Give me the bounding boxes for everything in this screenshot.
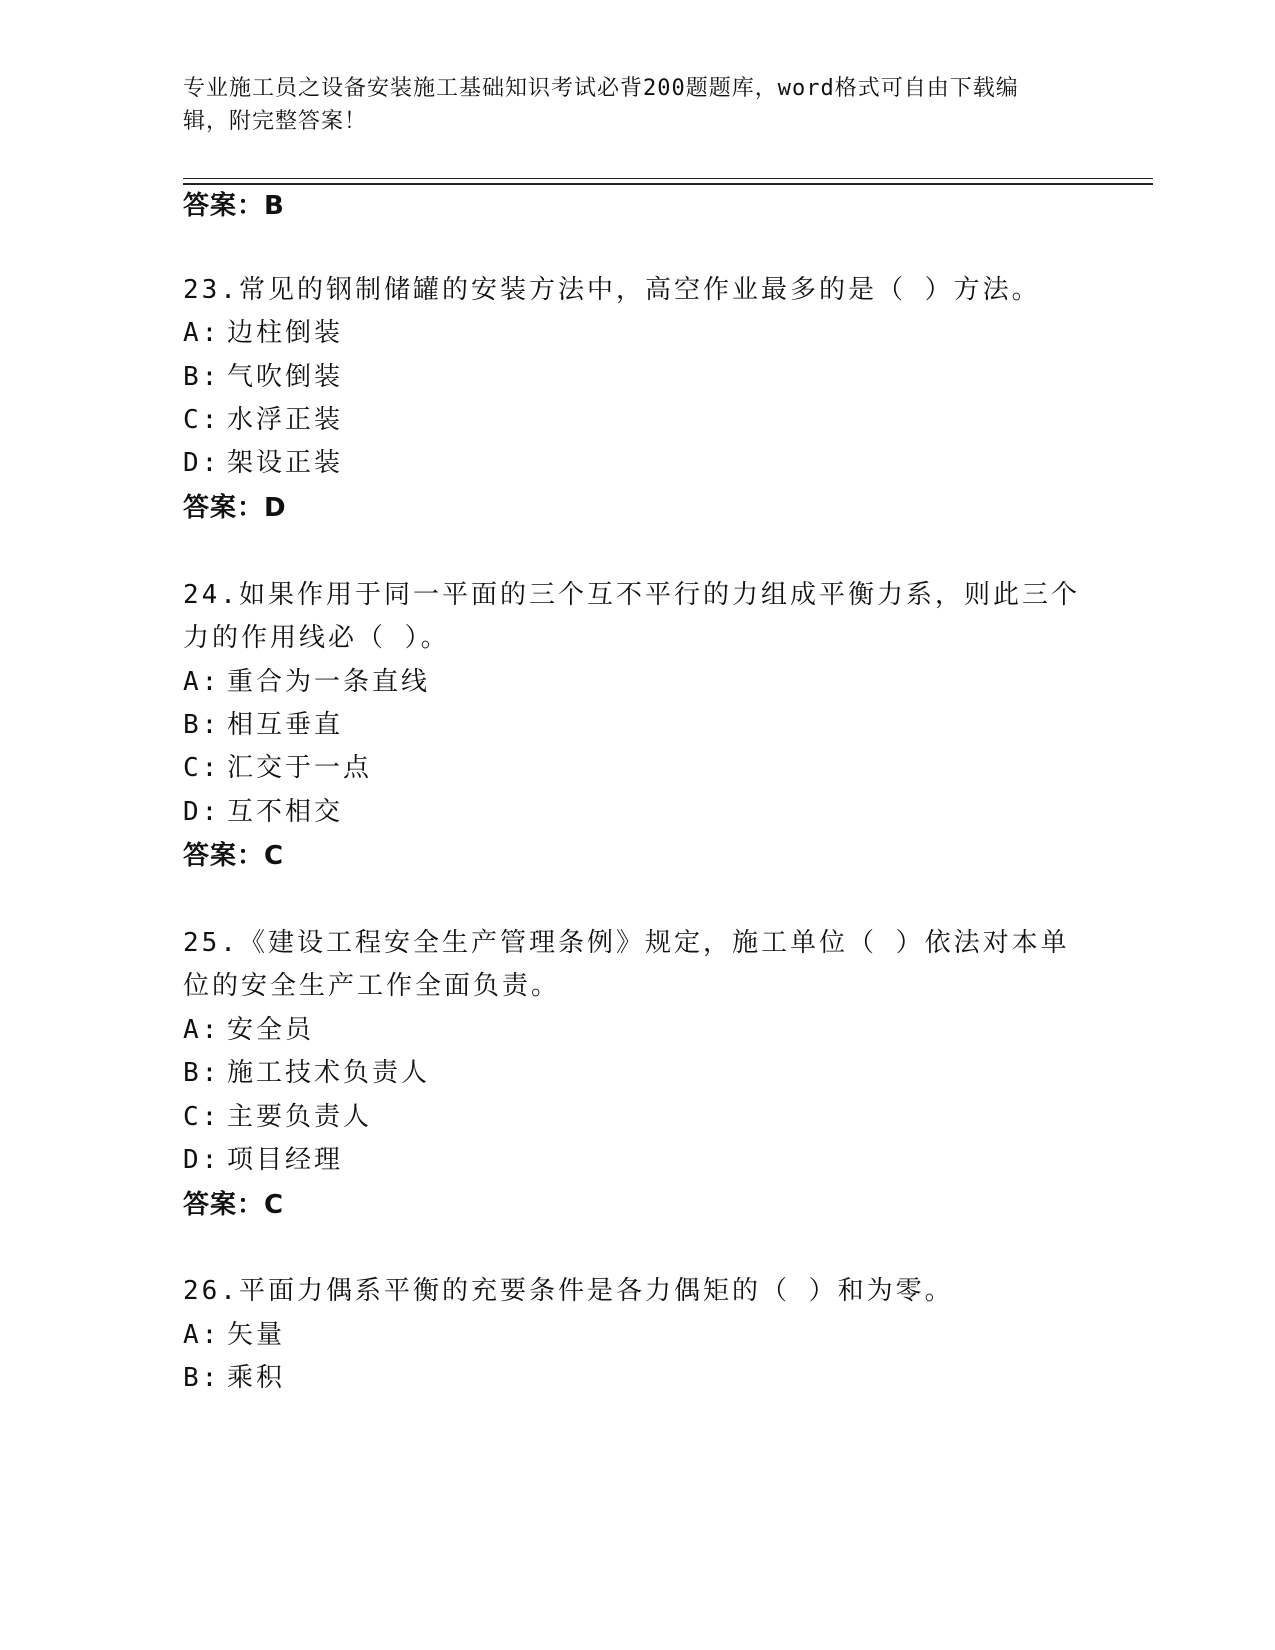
- option-key: A:: [183, 1015, 221, 1045]
- option-text: 架设正装: [227, 448, 344, 478]
- option-c-24: [183, 750, 372, 786]
- document-header: 专业施工员之设备安装施工基础知识考试必背200题题库，word格式可自由下载编辑，附完整答案！: [183, 76, 1019, 134]
- answer-line-24: 答案：C: [183, 841, 285, 871]
- header-rule-thick: [183, 183, 1153, 185]
- option-a-26: [183, 1317, 285, 1353]
- option-text: 边柱倒装: [227, 318, 344, 348]
- answer-line-25: 答案：C: [183, 1190, 285, 1220]
- header-rule-thin: [183, 178, 1153, 179]
- question-stem-25-line1: 25.《建设工程安全生产管理条例》规定，施工单位（ ）依法对本单: [183, 928, 1070, 958]
- option-a-25: [183, 1012, 314, 1048]
- option-text: 主要负责人: [227, 1102, 373, 1132]
- option-text: 施工技术负责人: [227, 1058, 431, 1088]
- question-stem-25-line2: 位的安全生产工作全面负责。: [183, 971, 561, 1001]
- option-key: B:: [183, 710, 221, 740]
- option-text: 重合为一条直线: [227, 667, 431, 697]
- option-key: A:: [183, 667, 221, 697]
- question-stem-24-line2: 力的作用线必（ ）。: [183, 623, 450, 653]
- question-stem-24-line1: 24.如果作用于同一平面的三个互不平行的力组成平衡力系，则此三个: [183, 580, 1080, 610]
- option-b-23: [183, 359, 343, 395]
- option-text: 乘积: [227, 1363, 286, 1393]
- option-c-23: [183, 402, 343, 438]
- option-d-25: [183, 1142, 343, 1178]
- option-key: B:: [183, 362, 221, 392]
- option-d-24: [183, 794, 343, 830]
- option-key: B:: [183, 1058, 221, 1088]
- option-text: 互不相交: [227, 797, 344, 827]
- option-a-23: [183, 315, 343, 351]
- option-key: D:: [183, 448, 221, 478]
- option-key: B:: [183, 1363, 221, 1393]
- option-text: 项目经理: [227, 1145, 344, 1175]
- option-b-26: [183, 1360, 285, 1396]
- option-c-25: [183, 1099, 372, 1135]
- option-b-25: [183, 1055, 430, 1091]
- option-key: C:: [183, 1102, 221, 1132]
- option-key: C:: [183, 753, 221, 783]
- answer-line: 答案：B: [183, 191, 285, 221]
- answer-line-23: 答案：D: [183, 493, 287, 523]
- option-text: 矢量: [227, 1320, 286, 1350]
- option-key: C:: [183, 405, 221, 435]
- option-text: 水浮正装: [227, 405, 344, 435]
- option-key: D:: [183, 797, 221, 827]
- option-d-23: [183, 445, 343, 481]
- option-b-24: [183, 707, 343, 743]
- option-key: A:: [183, 1320, 221, 1350]
- question-stem-23: 23.常见的钢制储罐的安装方法中，高空作业最多的是（ ）方法。: [183, 275, 1041, 305]
- option-a-24: [183, 664, 430, 700]
- option-key: D:: [183, 1145, 221, 1175]
- question-stem-26: 26.平面力偶系平衡的充要条件是各力偶矩的（ ）和为零。: [183, 1276, 954, 1306]
- option-text: 安全员: [227, 1015, 315, 1045]
- option-text: 汇交于一点: [227, 753, 373, 783]
- option-text: 气吹倒装: [227, 362, 344, 392]
- option-text: 相互垂直: [227, 710, 344, 740]
- option-key: A:: [183, 318, 221, 348]
